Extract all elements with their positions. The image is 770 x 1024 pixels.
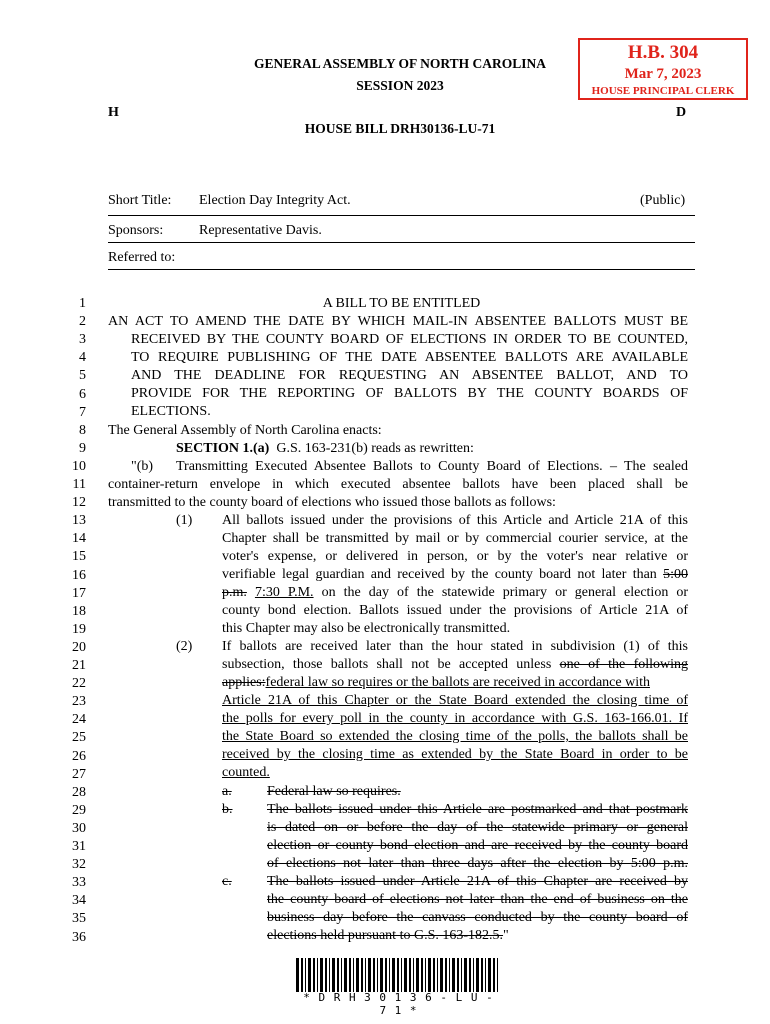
short-title-label: Short Title: <box>108 193 172 208</box>
chamber-letter: H <box>108 105 119 120</box>
line-number: 29 <box>72 802 86 818</box>
barcode-bar <box>380 958 383 992</box>
deleted-item-number: c. <box>222 874 232 889</box>
inserted-text: 7:30 P.M. <box>254 585 314 600</box>
barcode-bar <box>433 958 435 992</box>
inserted-line: counted. <box>222 765 270 780</box>
public-label: (Public) <box>640 193 686 208</box>
line-number: 34 <box>72 893 86 909</box>
line-number: 7 <box>79 404 86 420</box>
body-text: on the day of the statewide primary or general election or <box>321 585 689 600</box>
barcode-bar <box>392 958 395 992</box>
barcode-text: * D R H 3 0 1 3 6 - L U - 7 1 * <box>303 991 494 1017</box>
barcode-bar <box>353 958 354 992</box>
barcode-bar <box>440 958 443 992</box>
stamp-clerk: HOUSE PRINCIPAL CLERK <box>591 85 735 97</box>
draft-letter: D <box>676 105 687 120</box>
line-number: 20 <box>72 639 86 655</box>
line-number: 3 <box>79 332 86 348</box>
barcode-bar <box>485 958 486 992</box>
inserted-line: received by the closing time as extended by the State Board in order to be <box>222 747 688 762</box>
act-title-line: RECEIVED BY THE COUNTY BOARD OF ELECTIONS IN ORDER TO BE COUNTED, <box>131 332 688 347</box>
line-number: 17 <box>72 585 86 601</box>
barcode-bar <box>397 958 399 992</box>
body-line <box>222 657 688 673</box>
barcode-bar <box>481 958 483 992</box>
deleted-item-number: a. <box>222 784 232 799</box>
barcode-bar <box>428 958 431 992</box>
line-number: 26 <box>72 748 86 764</box>
bill-heading: A BILL TO BE ENTITLED <box>322 296 481 311</box>
barcode-bar <box>349 958 351 992</box>
deleted-text: 5:00 <box>663 567 688 582</box>
barcode-bar <box>421 958 423 992</box>
body-line: transmitted to the county board of elections who issued those ballots as follows: <box>108 495 556 510</box>
barcode-bar <box>488 958 491 992</box>
barcode-bar <box>416 958 419 992</box>
deleted-item-number: b. <box>222 802 233 817</box>
line-number: 12 <box>72 495 86 511</box>
act-title-line: PROVIDE FOR THE REPORTING OF BALLOTS BY THE COUNTY BOARDS OF <box>131 386 688 401</box>
line-number: 30 <box>72 820 86 836</box>
session-title: SESSION 2023 <box>356 78 444 93</box>
barcode-bar <box>404 958 407 992</box>
act-title-line: AN ACT TO AMEND THE DATE BY WHICH MAIL-IN ABSENTEE BALLOTS MUST BE <box>108 314 688 329</box>
barcode-bar <box>296 958 299 992</box>
barcode-bar <box>373 958 375 992</box>
deleted-text: one of the following <box>559 657 689 672</box>
deleted-line: election or county bond election and are received by the county board <box>267 838 688 853</box>
barcode-bar <box>493 958 495 992</box>
deleted-text: applies: <box>222 675 266 690</box>
line-number: 19 <box>72 621 86 637</box>
body-line: Transmitting Executed Absentee Ballots to County Board of Elections. – The sealed <box>176 459 688 474</box>
barcode-bar <box>409 958 411 992</box>
barcode-bar <box>341 958 342 992</box>
body-line <box>222 585 688 601</box>
line-number: 24 <box>72 712 86 728</box>
deleted-line: The ballots issued under Article 21A of this Chapter are received by <box>267 874 688 889</box>
barcode-bar <box>332 958 335 992</box>
section-text: G.S. 163-231(b) reads as rewritten: <box>276 441 474 456</box>
clerk-stamp <box>578 38 748 100</box>
barcode-bar <box>377 958 378 992</box>
closing-quote: " <box>503 928 509 943</box>
barcode-bar <box>385 958 387 992</box>
subdivision-number: (2) <box>176 639 193 654</box>
barcode-bar <box>445 958 447 992</box>
barcode-bar <box>449 958 450 992</box>
barcode-bar <box>317 958 318 992</box>
barcode-bar <box>461 958 462 992</box>
line-number: 35 <box>72 911 86 927</box>
line-number: 6 <box>79 386 86 402</box>
enacting-clause: The General Assembly of North Carolina enacts: <box>108 423 382 438</box>
inserted-line: the polls for every poll in the county in accordance with G.S. 163-166.01. If <box>222 711 688 726</box>
sponsors-label: Sponsors: <box>108 223 164 238</box>
line-number: 13 <box>72 513 86 529</box>
inserted-line: the State Board so extended the closing time of the polls, the ballots shall be <box>222 729 688 744</box>
barcode-bar <box>401 958 402 992</box>
barcode-bar <box>301 958 303 992</box>
line-number: 23 <box>72 694 86 710</box>
section-label: SECTION 1.(a) <box>176 441 270 456</box>
barcode <box>296 958 501 992</box>
body-line: Chapter shall be transmitted by mail or by commercial courier service, at the <box>222 531 688 546</box>
body-text: verifiable legal guardian and received by the county board not later than <box>222 567 657 582</box>
referred-label: Referred to: <box>108 250 176 265</box>
deleted-line: of elections not later than three days after the election by 5:00 p.m. <box>267 856 688 871</box>
body-line: If ballots are received later than the hour stated in subdivision (1) of this <box>222 639 688 654</box>
line-number: 15 <box>72 549 86 565</box>
barcode-bar <box>452 958 455 992</box>
bill-id: HOUSE BILL DRH30136-LU-71 <box>304 121 496 136</box>
stamp-bill: H.B. 304 <box>627 42 699 63</box>
line-number: 8 <box>79 422 86 438</box>
deleted-text: elections held pursuant to G.S. 163-182.5. <box>267 928 504 943</box>
line-number: 5 <box>79 368 86 384</box>
barcode-bar <box>425 958 426 992</box>
deleted-line: Federal law so requires. <box>267 784 401 799</box>
deleted-line: the county board of elections not later than the end of business on the <box>267 892 688 907</box>
barcode-bar <box>344 958 347 992</box>
body-line: container-return envelope in which executed absentee ballots have been placed shall be <box>108 477 688 492</box>
deleted-line: The ballots issued under this Article are postmarked and that postmark <box>267 802 688 817</box>
line-number: 36 <box>72 929 86 945</box>
act-title-line: ELECTIONS. <box>131 404 211 419</box>
line-number: 16 <box>72 567 86 583</box>
line-number: 33 <box>72 875 86 891</box>
subsection-number: "(b) <box>131 459 154 474</box>
line-number: 21 <box>72 658 86 673</box>
barcode-bar <box>473 958 474 992</box>
line-number: 32 <box>72 857 86 873</box>
barcode-bar <box>313 958 315 992</box>
section-heading <box>176 441 474 457</box>
barcode-bar <box>329 958 330 992</box>
act-title-line: TO REQUIRE PUBLISHING OF THE DATE ABSENTEE BALLOTS ARE AVAILABLE <box>131 350 688 365</box>
barcode-bar <box>457 958 459 992</box>
line-number: 14 <box>72 531 86 547</box>
line-number: 10 <box>72 458 86 474</box>
barcode-bar <box>413 958 414 992</box>
inserted-line: Article 21A of this Chapter or the State Board extended the closing time of <box>222 693 688 708</box>
short-title-value: Election Day Integrity Act. <box>199 193 351 208</box>
barcode-bar <box>365 958 366 992</box>
line-number: 27 <box>72 766 86 782</box>
line-number: 1 <box>79 296 86 311</box>
line-number: 22 <box>72 676 86 692</box>
barcode-bar <box>325 958 327 992</box>
assembly-title: GENERAL ASSEMBLY OF NORTH CAROLINA <box>253 56 547 71</box>
barcode-bar <box>356 958 359 992</box>
body-text: subsection, those ballots shall not be accepted unless <box>222 657 552 672</box>
barcode-bar <box>437 958 438 992</box>
body-line <box>222 567 688 583</box>
barcode-bar <box>469 958 471 992</box>
deleted-text: p.m. <box>222 585 247 600</box>
line-number: 31 <box>72 839 86 854</box>
barcode-bar <box>308 958 311 992</box>
inserted-text: federal law so requires or the ballots are received in accordance with <box>265 675 650 690</box>
barcode-bar <box>305 958 306 992</box>
barcode-bar <box>389 958 390 992</box>
barcode-bar <box>464 958 467 992</box>
barcode-bar <box>476 958 479 992</box>
barcode-bar <box>497 958 498 992</box>
divider <box>108 242 695 243</box>
barcode-bar <box>337 958 339 992</box>
act-title-line: AND THE DEADLINE FOR REQUESTING AN ABSENTEE BALLOT, AND TO <box>131 368 688 383</box>
body-line: this Chapter may also be electronically transmitted. <box>222 621 511 636</box>
sponsors-value: Representative Davis. <box>199 223 322 238</box>
line-number: 4 <box>79 350 86 366</box>
stamp-date: Mar 7, 2023 <box>624 66 702 82</box>
barcode-bar <box>361 958 363 992</box>
divider <box>108 215 695 216</box>
body-line: All ballots issued under the provisions of this Article and Article 21A of this <box>222 513 688 528</box>
body-line: voter's expense, or delivered in person, or by the voter's near relative or <box>222 549 688 564</box>
barcode-bar <box>368 958 371 992</box>
line-number: 25 <box>72 730 86 746</box>
deleted-line: is dated on or before the day of the statewide primary or general <box>267 820 688 835</box>
barcode-bar <box>320 958 323 992</box>
line-number: 2 <box>79 314 86 330</box>
subdivision-number: (1) <box>176 513 193 528</box>
line-number: 28 <box>72 784 86 800</box>
deleted-line: business day before the canvass conducted by the county board of <box>267 910 688 925</box>
divider <box>108 269 695 270</box>
line-number: 11 <box>72 477 86 492</box>
body-line: county bond election. Ballots issued under the provisions of Article 21A of <box>222 603 688 618</box>
body-line <box>222 675 688 691</box>
body-line <box>267 928 509 944</box>
line-number: 18 <box>72 603 86 619</box>
line-number: 9 <box>79 440 86 456</box>
